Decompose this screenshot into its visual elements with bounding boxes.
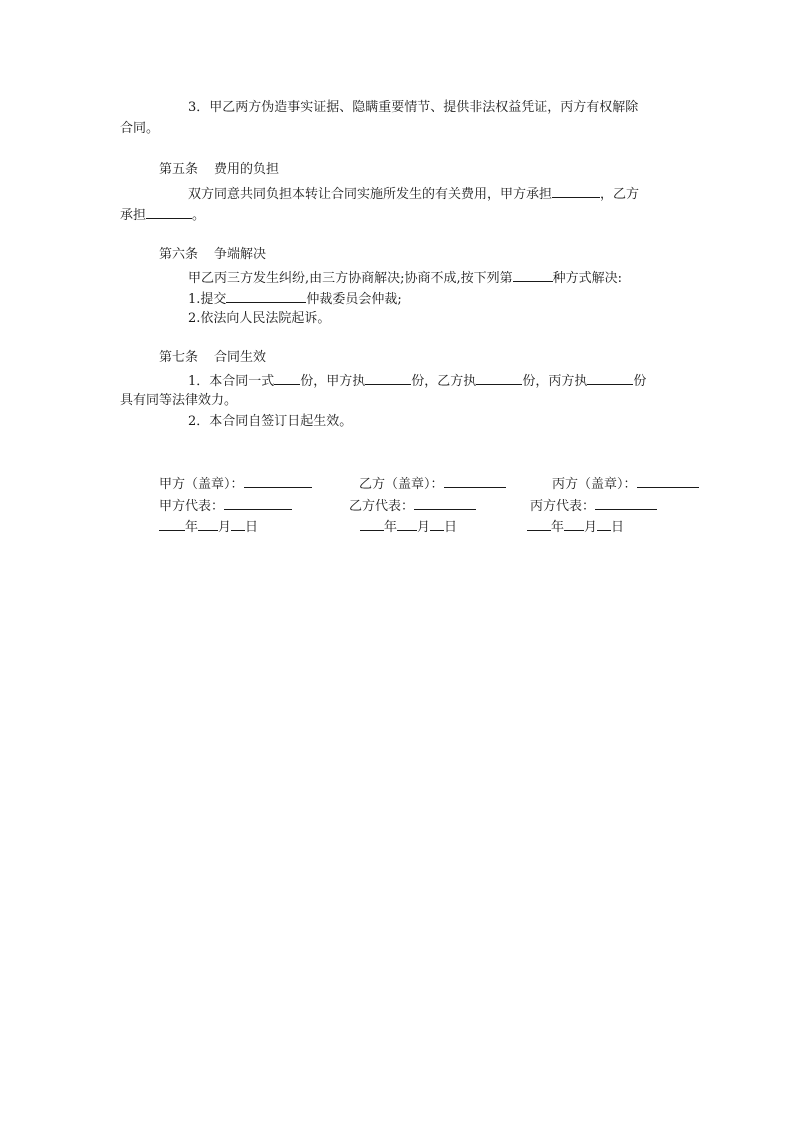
article-7-para-2	[188, 414, 352, 430]
article-7-title: 合同生效	[214, 350, 267, 365]
party-b-seal	[359, 475, 506, 493]
total-copies-blank[interactable]	[274, 372, 300, 385]
effective-date-text: 2．本合同自签订日起生效。	[188, 414, 353, 429]
article-5-number: 第五条	[159, 162, 199, 177]
party-b-day-blank[interactable]	[430, 518, 444, 531]
clause-3-text-end: 合同。	[120, 121, 160, 136]
article-6-title: 争端解决	[214, 247, 267, 262]
arbitration-committee-blank[interactable]	[226, 290, 306, 303]
party-a-copies-blank[interactable]	[365, 372, 411, 385]
day-label: 日	[444, 520, 458, 535]
party-b-rep-blank[interactable]	[414, 497, 476, 510]
clause-3-line-1	[188, 100, 638, 116]
article-5-text: 双方同意共同负担本转让合同实施所发生的有关费用，甲方承担	[188, 187, 553, 202]
party-b-copies-blank[interactable]	[476, 372, 522, 385]
party-a-copies-text: 份，甲方执	[300, 374, 366, 389]
month-label: 月	[584, 520, 598, 535]
party-a-rep-label: 甲方代表：	[159, 499, 225, 514]
party-b-seal-blank[interactable]	[444, 475, 506, 488]
article-7-para-1-line-2	[120, 393, 237, 409]
party-b-copies-text: 份，乙方执	[411, 374, 477, 389]
article-6-intro	[188, 269, 622, 287]
party-c-seal-blank[interactable]	[637, 475, 699, 488]
party-a-date	[159, 518, 258, 536]
party-c-copies-blank[interactable]	[587, 372, 633, 385]
month-label: 月	[218, 520, 232, 535]
party-c-date	[527, 518, 624, 536]
party-c-representative	[530, 497, 657, 515]
article-5-line-1	[188, 185, 639, 203]
article-5-text-d: 。	[192, 208, 206, 223]
year-label: 年	[384, 520, 398, 535]
party-c-day-blank[interactable]	[597, 518, 611, 531]
year-label: 年	[551, 520, 565, 535]
party-c-month-blank[interactable]	[564, 518, 584, 531]
party-c-year-blank[interactable]	[527, 518, 551, 531]
option-1-text-b: 仲裁委员会仲裁;	[306, 292, 402, 307]
article-7-para-1	[188, 372, 646, 390]
party-b-month-blank[interactable]	[397, 518, 417, 531]
party-c-seal	[552, 475, 699, 493]
party-b-rep-label: 乙方代表：	[349, 499, 415, 514]
year-label: 年	[185, 520, 199, 535]
article-5-text-c: 承担	[120, 208, 147, 223]
party-b-seal-label: 乙方（盖章）：	[359, 477, 444, 492]
day-label: 日	[611, 520, 625, 535]
article-6-heading	[159, 247, 266, 263]
party-a-seal	[159, 475, 312, 493]
party-b-cost-blank[interactable]	[146, 206, 192, 219]
party-b-date	[360, 518, 457, 536]
party-c-rep-blank[interactable]	[595, 497, 657, 510]
article-5-line-2	[120, 206, 205, 224]
month-label: 月	[417, 520, 431, 535]
party-a-seal-label: 甲方（盖章）：	[159, 477, 244, 492]
option-2-text: 2.依法向人民法院起诉。	[188, 311, 331, 326]
clause-3-text: 3．甲乙两方伪造事实证据、隐瞒重要情节、提供非法权益凭证，丙方有权解除	[188, 100, 639, 115]
article-6-number: 第六条	[159, 247, 199, 262]
article-5-heading	[159, 162, 279, 178]
article-5-title: 费用的负担	[214, 162, 280, 177]
party-a-day-blank[interactable]	[231, 518, 245, 531]
party-a-seal-blank[interactable]	[244, 475, 312, 488]
copies-text: 1．本合同一式	[188, 374, 275, 389]
party-c-copies-text: 份，丙方执	[522, 374, 588, 389]
party-b-year-blank[interactable]	[360, 518, 384, 531]
day-label: 日	[245, 520, 259, 535]
party-c-seal-label: 丙方（盖章）：	[552, 477, 637, 492]
resolution-method-blank[interactable]	[513, 269, 553, 282]
article-7-heading	[159, 350, 266, 366]
copies-end-text: 份	[633, 374, 647, 389]
article-6-option-1	[188, 290, 402, 308]
legal-effect-text: 具有同等法律效力。	[120, 393, 238, 408]
article-6-intro-text: 甲乙丙三方发生纠纷,由三方协商解决;协商不成,按下列第	[188, 271, 513, 286]
option-1-text: 1.提交	[188, 292, 227, 307]
party-a-cost-blank[interactable]	[552, 185, 600, 198]
article-6-intro-text-b: 种方式解决:	[552, 271, 623, 286]
party-c-rep-label: 丙方代表：	[530, 499, 596, 514]
party-a-year-blank[interactable]	[159, 518, 185, 531]
clause-3-line-2	[120, 121, 159, 137]
article-7-number: 第七条	[159, 350, 199, 365]
article-5-text-b: ，乙方	[600, 187, 640, 202]
party-a-representative	[159, 497, 292, 515]
party-b-representative	[349, 497, 476, 515]
party-a-rep-blank[interactable]	[224, 497, 292, 510]
party-a-month-blank[interactable]	[198, 518, 218, 531]
article-6-option-2	[188, 311, 330, 327]
